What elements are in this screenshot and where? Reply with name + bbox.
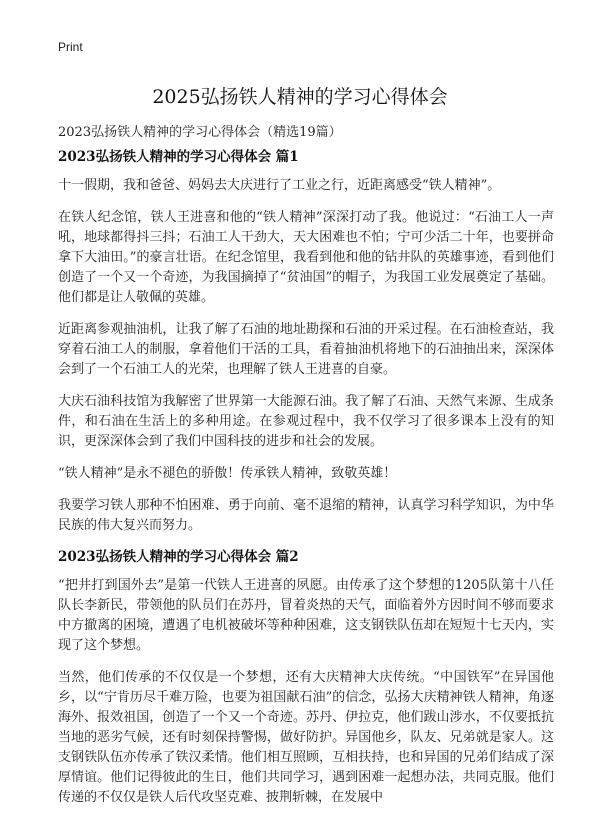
section-heading: 2023弘扬铁人精神的学习心得体会 篇1 <box>58 149 299 165</box>
paragraph: 近距离参观抽油机，让我了解了石油的地址勘探和石油的开采过程。在石油检查站，我穿着石油工人的制服，拿着他们干活的工具，看着抽油机将地下的石油抽出来，深深体会到了一个石油工人的光荣，也理解了铁人王进喜的自豪。 <box>58 322 554 377</box>
paragraph: 大庆石油科技馆为我解密了世界第一大能源石油。我了解了石油、天然气来源、生成条件，和石油在生活上的多种用途。在参观过程中，我不仅学习了很多课本上没有的知识，更深深体会到了我们中国科技的进步和社会的发展。 <box>58 394 554 449</box>
document-subtitle: 2023弘扬铁人精神的学习心得体会（精选19篇） <box>58 125 342 140</box>
paragraph: 当然，他们传承的不仅仅是一个梦想，还有大庆精神大庆传统。“中国铁军”在异国他乡，以“宁肯历尽千难万险，也要为祖国献石油”的信念，弘扬大庆精神铁人精神，角逐海外、报效祖国，创造了一个又一个奇迹。苏丹、伊拉克，他们跋山涉水，不仅要抵抗当地的恶劣气候，还有时刻保持警惕，做好防护。异国他乡，队友、兄弟就是家人。这支钢铁队伍亦传承了铁汉柔情。他们相互照顾，互相扶持，也和异国的兄弟们结成了深厚情谊。他们记得彼此的生日，他们共同学习，遇到困难一起想办法，共同克服。他们传递的不仅仅是铁人后代攻坚克难、披荆斩棘，在发展中 <box>58 670 554 805</box>
paragraph: 十一假期，我和爸爸、妈妈去大庆进行了工业之行，近距离感受“铁人精神”。 <box>58 178 501 193</box>
section-2 <box>58 548 554 808</box>
paragraph: 在铁人纪念馆，铁人王进喜和他的“铁人精神”深深打动了我。他说过：“石油工人一声吼，地球都得抖三抖；石油工人干劲大，天大困难也不怕；宁可少活二十年，也要拼命拿下大油田。”的豪言壮语。在纪念馆里，我看到他和他的钻井队的英雄事迹，看到他们创造了一个又一个奇迹，为我国摘掉了“贫油国”的帽子，为我国工业发展奠定了基础。他们都是让人敬佩的英雄。 <box>58 210 554 305</box>
article-body <box>58 148 554 820</box>
print-link[interactable]: Print <box>58 40 83 54</box>
section-heading: 2023弘扬铁人精神的学习心得体会 篇2 <box>58 549 299 565</box>
section-1 <box>58 148 554 536</box>
paragraph: “把井打到国外去”是第一代铁人王进喜的夙愿。由传承了这个梦想的1205队第十八任队长李新民，带领他的队员们在苏丹，冒着炎热的天气，面临着外方因时间不够而要求中方撤离的困境，遭遇了电机被破坏等种种困难，这支钢铁队伍却在短短十七天内，实现了这个梦想。 <box>58 578 554 653</box>
page-title: 2025弘扬铁人精神的学习心得体会 <box>152 86 448 108</box>
paragraph: “铁人精神”是永不褪色的骄傲！传承铁人精神，致敬英雄！ <box>58 466 397 481</box>
paragraph: 我要学习铁人那种不怕困难、勇于向前、毫不退缩的精神，认真学习科学知识，为中华民族的伟大复兴而努力。 <box>58 498 554 533</box>
